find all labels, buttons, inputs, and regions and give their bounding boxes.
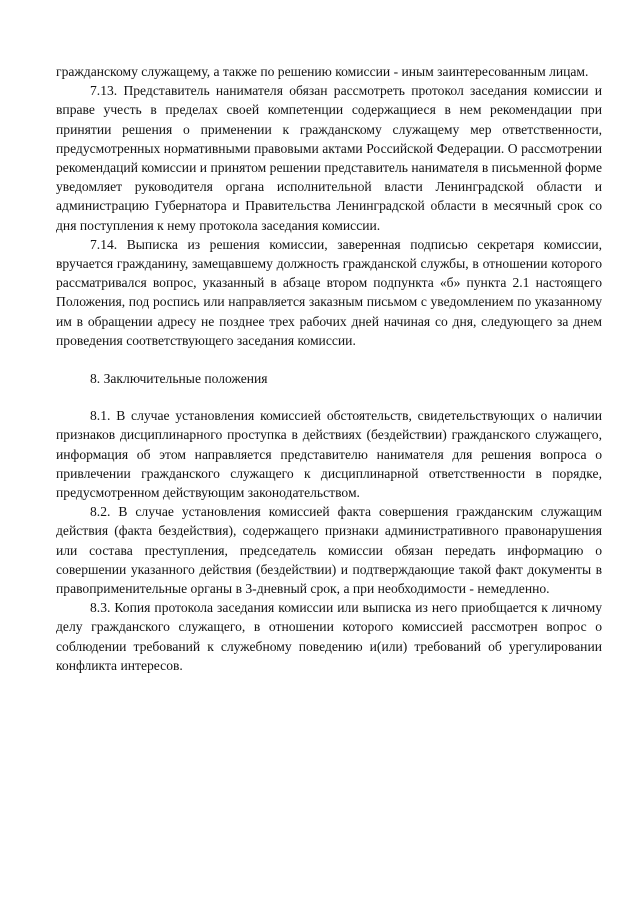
paragraph-8-1: 8.1. В случае установления комиссией обстоятельств, свидетельствующих о наличии признаков дисциплинарного проступка в действиях (бездействии) гражданского служащего, информация об этом направляется представителю нанимателя для решения вопроса о привлечении гражданского служащего к дисциплинарной ответственности в порядке, предусмотренном действующим законодательством. bbox=[56, 408, 602, 501]
paragraph-8-2: 8.2. В случае установления комиссией факта совершения гражданским служащим действия (факта бездействия), содержащего признаки административного правонарушения или состава преступления, председатель комиссии обязан передать информацию о совершении указанного действия (бездействии) и подтверждающие такой факт документы в правоприменительные органы в 3-дневный срок, а при необходимости - немедленно. bbox=[56, 504, 602, 597]
paragraph-8-3: 8.3. Копия протокола заседания комиссии или выписка из него приобщается к личному делу гражданского служащего, в отношении которого комиссией рассмотрен вопрос о соблюдении требований к служебному поведению и(или) требований об урегулировании конфликта интересов. bbox=[56, 600, 602, 673]
spacer bbox=[56, 350, 602, 369]
spacer bbox=[56, 388, 602, 406]
paragraph-7-14: 7.14. Выписка из решения комиссии, заверенная подписью секретаря комиссии, вручается гражданину, замещавшему должность гражданской службы, в отношении которого рассматривался вопрос, указанный в абзаце втором подпункта «б» пункта 2.1 настоящего Положения, под роспись или направляется заказным письмом с уведомлением по указанному им в обращении адресу не позднее трех рабочих дней начиная со дня, следующего за днем проведения соответствующего заседания комиссии. bbox=[56, 236, 602, 348]
document-page bbox=[56, 62, 602, 675]
section-heading: 8. Заключительные положения bbox=[90, 371, 268, 387]
paragraph-continuation: гражданскому служащему, а также по решению комиссии - иным заинтересованным лицам. bbox=[56, 64, 589, 79]
paragraph-7-13: 7.13. Представитель нанимателя обязан рассмотреть протокол заседания комиссии и вправе учесть в пределах своей компетенции содержащиеся в нем рекомендации при принятии решения о применении к гражданскому служащему мер ответственности, предусмотренных нормативными правовыми актами Российской Федерации. О рассмотрении рекомендаций комиссии и принятом решении представитель нанимателя в письменной форме уведомляет руководителя органа исполнительной власти Ленинградской области и администрацию Губернатора и Правительства Ленинградской области в месячный срок со дня поступления к нему протокола заседания комиссии. bbox=[56, 83, 602, 233]
